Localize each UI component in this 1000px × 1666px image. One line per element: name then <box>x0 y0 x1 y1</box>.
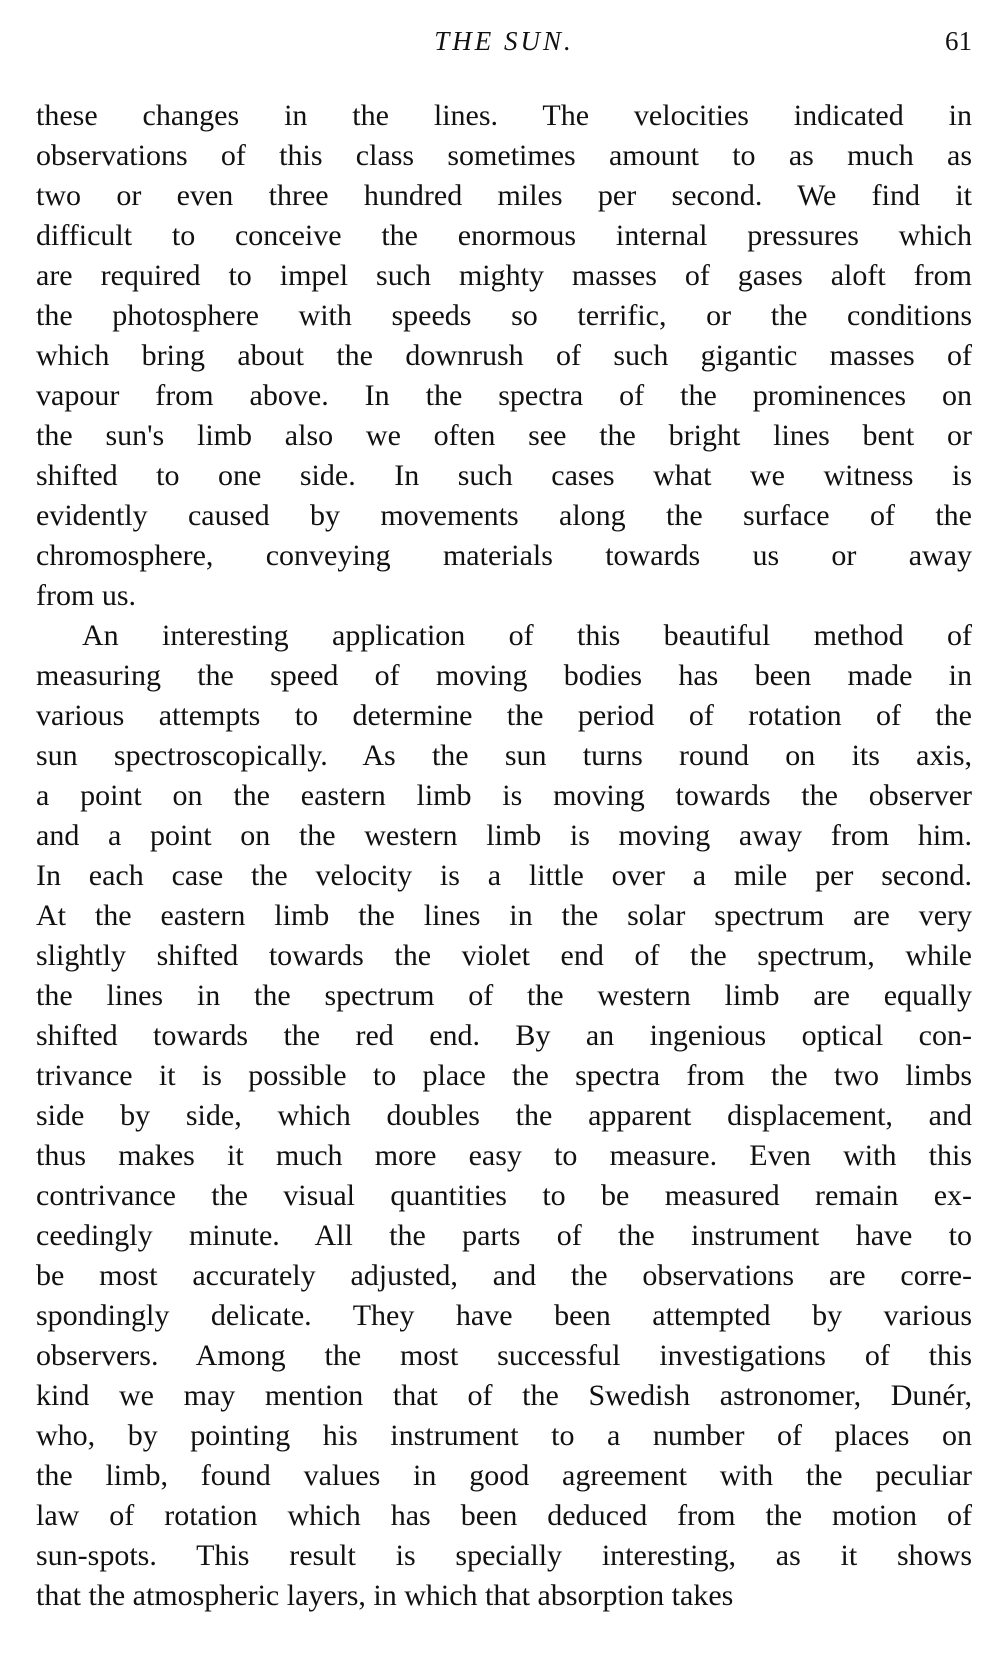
text-line: measuring the speed of moving bodies has been made in <box>36 659 972 692</box>
text-line: these changes in the lines. The velocities indicated in <box>36 99 972 132</box>
text-line: and a point on the western limb is moving away from him. <box>36 819 972 852</box>
book-page <box>36 0 972 1666</box>
text-line: sun-spots. This result is specially interesting, as it shows <box>36 1539 972 1572</box>
text-line: difficult to conceive the enormous internal pressures which <box>36 219 972 252</box>
text-line: contrivance the visual quantities to be measured remain ex- <box>36 1179 972 1212</box>
text-line: law of rotation which has been deduced from the motion of <box>36 1499 972 1532</box>
text-line: thus makes it much more easy to measure. Even with this <box>36 1139 972 1172</box>
text-line: vapour from above. In the spectra of the prominences on <box>36 379 972 412</box>
text-line: shifted towards the red end. By an ingenious optical con- <box>36 1019 972 1052</box>
text-line: ceedingly minute. All the parts of the instrument have to <box>36 1219 972 1252</box>
paragraph <box>36 96 972 616</box>
text-line: which bring about the downrush of such gigantic masses of <box>36 339 972 372</box>
text-line: from us. <box>36 579 136 612</box>
text-line: the photosphere with speeds so terrific, or the conditions <box>36 299 972 332</box>
text-line: At the eastern limb the lines in the solar spectrum are very <box>36 899 972 932</box>
text-line: observations of this class sometimes amount to as much as <box>36 139 972 172</box>
text-line: spondingly delicate. They have been attempted by various <box>36 1299 972 1332</box>
text-line: two or even three hundred miles per second. We find it <box>36 179 972 212</box>
text-line: kind we may mention that of the Swedish astronomer, Dunér, <box>36 1379 972 1412</box>
text-line: trivance it is possible to place the spectra from the two limbs <box>36 1059 972 1092</box>
text-line: that the atmospheric layers, in which that absorption takes <box>36 1579 734 1612</box>
text-line: sun spectroscopically. As the sun turns round on its axis, <box>36 739 972 772</box>
paragraph <box>36 616 972 1616</box>
page-number: 61 <box>945 26 972 56</box>
text-line: In each case the velocity is a little over a mile per second. <box>36 859 972 892</box>
running-head <box>36 26 972 66</box>
text-line: a point on the eastern limb is moving towards the observer <box>36 779 972 812</box>
text-line: the limb, found values in good agreement with the peculiar <box>36 1459 972 1492</box>
text-line: are required to impel such mighty masses of gases aloft from <box>36 259 972 292</box>
text-line: slightly shifted towards the violet end of the spectrum, while <box>36 939 972 972</box>
text-line: evidently caused by movements along the surface of the <box>36 499 972 532</box>
running-title: THE SUN. <box>434 26 574 56</box>
text-line: the lines in the spectrum of the western limb are equally <box>36 979 972 1012</box>
text-line: An interesting application of this beautiful method of <box>82 619 972 652</box>
body-text <box>36 96 972 1616</box>
text-line: various attempts to determine the period of rotation of the <box>36 699 972 732</box>
text-line: shifted to one side. In such cases what we witness is <box>36 459 972 492</box>
text-line: be most accurately adjusted, and the observations are corre- <box>36 1259 972 1292</box>
text-line: who, by pointing his instrument to a number of places on <box>36 1419 972 1452</box>
text-line: the sun's limb also we often see the bright lines bent or <box>36 419 972 452</box>
text-line: side by side, which doubles the apparent displacement, and <box>36 1099 972 1132</box>
text-line: observers. Among the most successful investigations of this <box>36 1339 972 1372</box>
text-line: chromosphere, conveying materials towards us or away <box>36 539 972 572</box>
